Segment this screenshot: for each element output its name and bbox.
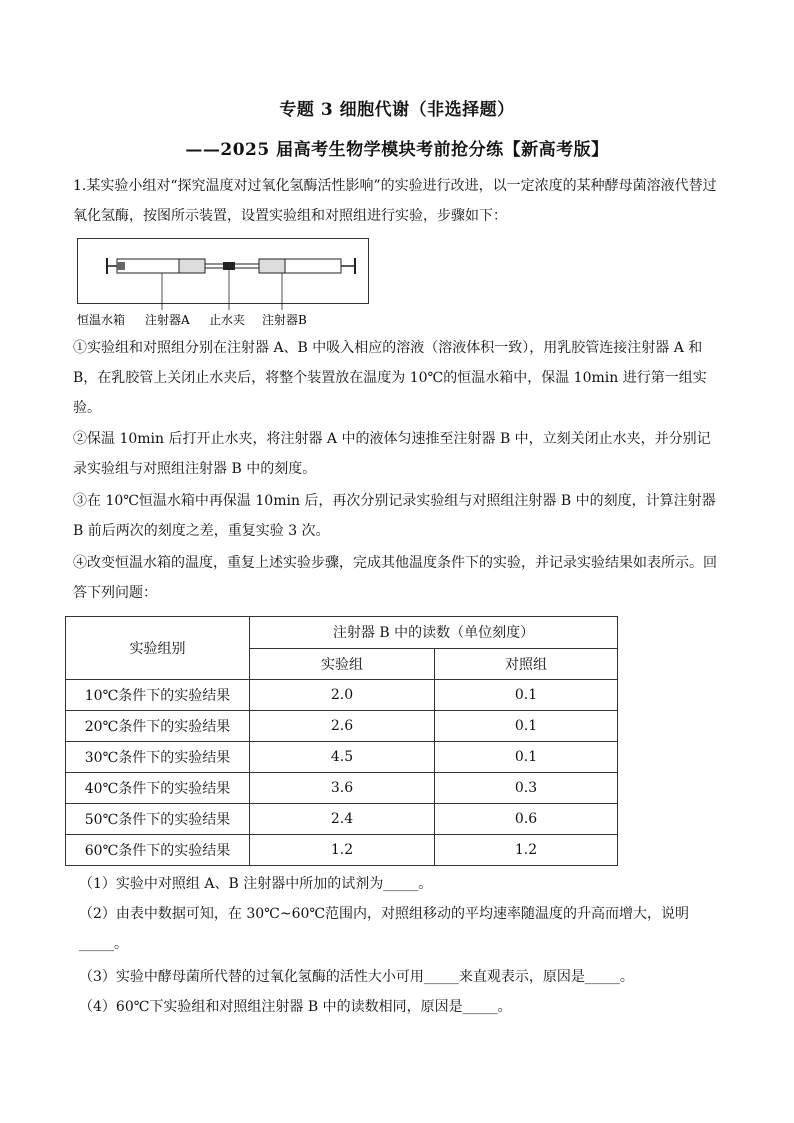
row-experimental: 3.6 [250, 773, 435, 804]
header-reading: 注射器 B 中的读数（单位刻度） [250, 617, 618, 649]
table-row [66, 773, 618, 804]
table-row [66, 742, 618, 773]
question-4: （4）60℃下实验组和对照组注射器 B 中的读数相同，原因是_____。 [79, 999, 512, 1015]
figure-label-water-bath: 恒温水箱 [77, 313, 126, 327]
row-control: 0.1 [435, 680, 618, 711]
figure-label-clamp: 止水夹 [209, 313, 246, 327]
step-3: ③在 10℃恒温水箱中再保温 10min 后，再次分别记录实验组与对照组注射器 B 中的刻度，计算注射器 B 前后两次的刻度之差，重复实验 3 次。 [73, 493, 716, 539]
header-experimental: 实验组 [250, 648, 435, 680]
row-label: 30℃条件下的实验结果 [66, 742, 250, 773]
results-table [65, 616, 618, 866]
header-group: 实验组别 [66, 617, 250, 680]
row-experimental: 4.5 [250, 742, 435, 773]
row-experimental: 1.2 [250, 835, 435, 866]
table-row [66, 835, 618, 866]
question-2: （2）由表中数据可知，在 30℃~60℃范围内，对照组移动的平均速率随温度的升高而增大，说明_____。 [79, 906, 690, 952]
row-control: 0.3 [435, 773, 618, 804]
row-experimental: 2.0 [250, 680, 435, 711]
row-label: 20℃条件下的实验结果 [66, 711, 250, 742]
table-row [66, 680, 618, 711]
document-subtitle: ——2025 届高考生物学模块考前抢分练【新高考版】 [185, 140, 609, 160]
apparatus-figure [77, 238, 369, 330]
question-3: （3）实验中酵母菌所代替的过氧化氢酶的活性大小可用_____来直观表示，原因是_____。 [79, 969, 634, 985]
row-experimental: 2.4 [250, 804, 435, 835]
row-control: 0.1 [435, 711, 618, 742]
row-control: 1.2 [435, 835, 618, 866]
row-label: 50℃条件下的实验结果 [66, 804, 250, 835]
question-1: （1）实验中对照组 A、B 注射器中所加的试剂为_____。 [79, 876, 433, 892]
row-label: 10℃条件下的实验结果 [66, 680, 250, 711]
step-2: ②保温 10min 后打开止水夹，将注射器 A 中的液体匀速推至注射器 B 中，立刻关闭止水夹，并分别记录实验组与对照组注射器 B 中的刻度。 [73, 431, 711, 477]
row-label: 40℃条件下的实验结果 [66, 773, 250, 804]
row-control: 0.1 [435, 742, 618, 773]
row-control: 0.6 [435, 804, 618, 835]
table-header-row [66, 617, 618, 649]
question-intro: 1.某实验小组对“探究温度对过氧化氢酶活性影响”的实验进行改进，以一定浓度的某种酵母菌溶液代替过氧化氢酶，按图所示装置，设置实验组和对照组进行实验，步骤如下： [73, 178, 717, 224]
step-4: ④改变恒温水箱的温度，重复上述实验步骤，完成其他温度条件下的实验，并记录实验结果如表所示。回答下列问题： [73, 555, 717, 601]
row-label: 60℃条件下的实验结果 [66, 835, 250, 866]
table-row [66, 804, 618, 835]
document-title: 专题 3 细胞代谢（非选择题） [279, 100, 515, 120]
step-1: ①实验组和对照组分别在注射器 A、B 中吸入相应的溶液（溶液体积一致），用乳胶管连接注射器 A 和 B，在乳胶管上关闭止水夹后，将整个装置放在温度为 10℃的恒温水箱中，保温 10min 进行第一组实验。 [73, 340, 707, 416]
header-control: 对照组 [435, 648, 618, 680]
figure-label-syringe-a: 注射器A [145, 313, 190, 327]
row-experimental: 2.6 [250, 711, 435, 742]
figure-label-syringe-b: 注射器B [262, 313, 307, 327]
table-row [66, 711, 618, 742]
